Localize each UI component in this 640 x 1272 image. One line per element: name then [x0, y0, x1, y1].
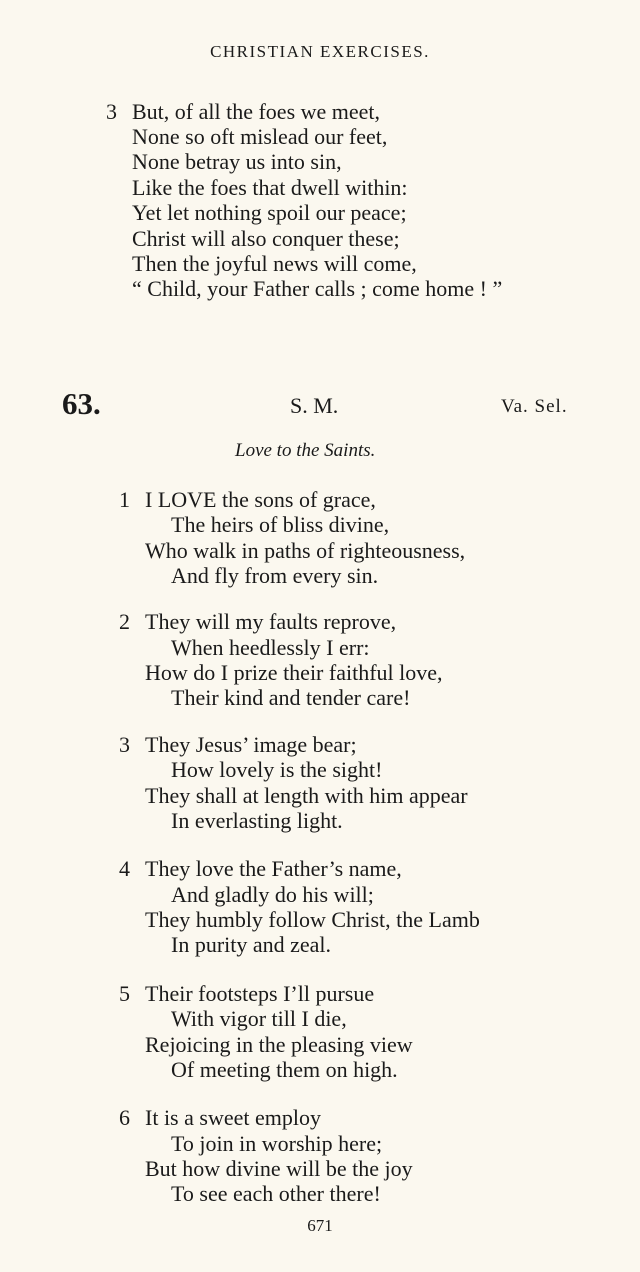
verse-line: In everlasting light. — [171, 808, 343, 833]
verse-line: But how divine will be the joy — [145, 1156, 413, 1181]
stanza-number: 4 — [119, 856, 130, 881]
verse-line: None so oft mislead our feet, — [132, 124, 388, 149]
verse-line: Rejoicing in the pleasing view — [145, 1032, 413, 1057]
verse-line: They humbly follow Christ, the Lamb — [145, 907, 480, 932]
verse-line: Their kind and tender care! — [171, 685, 411, 710]
verse-line: And fly from every sin. — [171, 563, 379, 588]
hymn-meter: S. M. — [290, 393, 339, 418]
verse-line: In purity and zeal. — [171, 932, 332, 957]
verse-line: They Jesus’ image bear; — [145, 732, 357, 757]
page-number: 671 — [307, 1216, 333, 1235]
verse-line: But, of all the foes we meet, — [132, 99, 381, 124]
verse-line: With vigor till I die, — [171, 1006, 347, 1031]
verse-line: Who walk in paths of righteousness, — [145, 538, 466, 563]
verse-line: They shall at length with him appear — [145, 783, 468, 808]
verse-line: Then the joyful news will come, — [132, 251, 417, 276]
verse-line: Christ will also conquer these; — [132, 226, 400, 251]
verse-line: To join in worship here; — [171, 1131, 383, 1156]
verse-line: And gladly do his will; — [171, 882, 374, 907]
verse-line: It is a sweet employ — [145, 1105, 321, 1130]
verse-line: They love the Father’s name, — [145, 856, 402, 881]
verse-line: “ Child, your Father calls ; come home ! ” — [132, 276, 503, 301]
stanza-number: 3 — [119, 732, 130, 757]
verse-line: When heedlessly I err: — [171, 635, 370, 660]
stanza-number: 6 — [119, 1105, 130, 1130]
stanza-number: 3 — [106, 99, 117, 124]
verse-line: Yet let nothing spoil our peace; — [132, 200, 407, 225]
stanza-number: 5 — [119, 981, 130, 1006]
stanza-number: 1 — [119, 487, 130, 512]
verse-line: Like the foes that dwell within: — [132, 175, 408, 200]
verse-line: I LOVE the sons of grace, — [145, 487, 376, 512]
verse-line: None betray us into sin, — [132, 149, 342, 174]
verse-line: Of meeting them on high. — [171, 1057, 398, 1082]
running-title: CHRISTIAN EXERCISES. — [210, 42, 430, 61]
verse-line: How do I prize their faithful love, — [145, 660, 443, 685]
verse-line: How lovely is the sight! — [171, 757, 383, 782]
hymn-number: 63. — [62, 386, 101, 421]
verse-line: They will my faults reprove, — [145, 609, 397, 634]
verse-line: Their footsteps I’ll pursue — [145, 981, 375, 1006]
hymn-title: Love to the Saints. — [235, 440, 376, 461]
verse-line: The heirs of bliss divine, — [171, 512, 390, 537]
stanza-number: 2 — [119, 609, 130, 634]
hymn-tune-source: Va. Sel. — [501, 396, 568, 417]
verse-line: To see each other there! — [171, 1181, 381, 1206]
